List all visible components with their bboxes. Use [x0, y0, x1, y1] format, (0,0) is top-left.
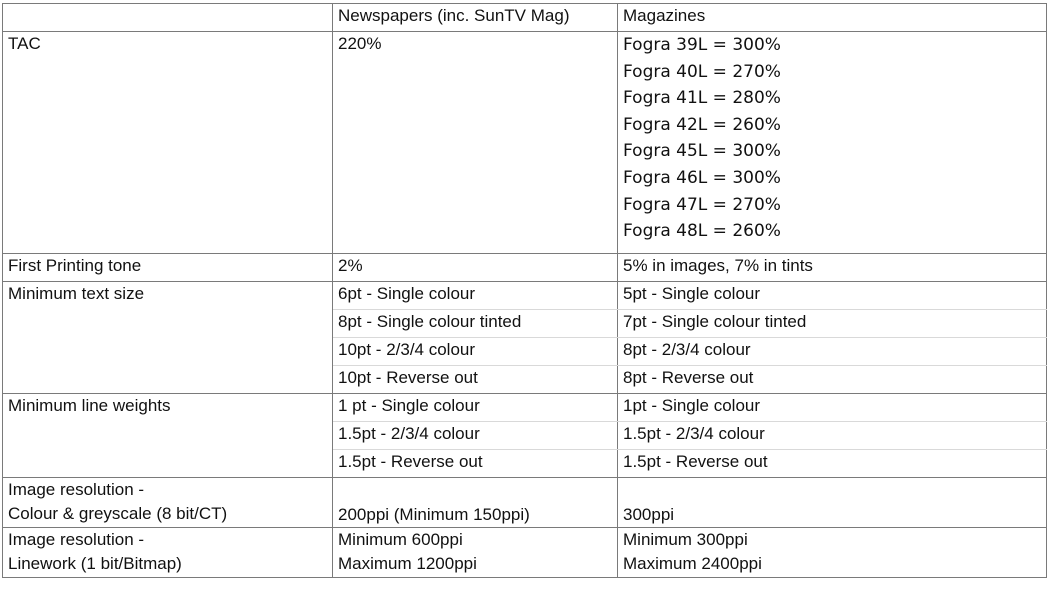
min-line-weights-magazines: 1pt - Single colour: [618, 394, 1047, 422]
min-text-size-magazines: 8pt - 2/3/4 colour: [618, 338, 1047, 366]
image-res-colour-magazines: 300ppi: [618, 478, 1047, 528]
tac-newspapers-value: 220%: [333, 32, 618, 254]
min-line-weights-label: Minimum line weights: [3, 394, 333, 478]
image-res-linework-newspapers: [333, 528, 618, 578]
image-res-linework-label: [3, 528, 333, 578]
first-printing-tone-row: [3, 254, 1047, 282]
min-line-weights-newspapers: 1.5pt - 2/3/4 colour: [333, 422, 618, 450]
min-text-size-newspapers: 10pt - 2/3/4 colour: [333, 338, 618, 366]
min-line-weights-row: [3, 394, 1047, 422]
image-res-linework-row: [3, 528, 1047, 578]
header-row: [3, 4, 1047, 32]
image-res-colour-label-line1: Image resolution -: [8, 480, 145, 499]
tac-label: TAC: [3, 32, 333, 254]
image-res-colour-newspapers: 200ppi (Minimum 150ppi): [333, 478, 618, 528]
first-printing-tone-newspapers: 2%: [333, 254, 618, 282]
min-text-size-row: [3, 282, 1047, 310]
image-res-linework-magazines: [618, 528, 1047, 578]
fogra-item: Fogra 39L = 300%: [623, 35, 781, 55]
image-res-colour-label: [3, 478, 333, 528]
image-res-colour-row: [3, 478, 1047, 528]
fogra-item: Fogra 48L = 260%: [623, 221, 781, 242]
print-specs-table: [2, 3, 1047, 578]
min-line-weights-newspapers: 1.5pt - Reverse out: [333, 450, 618, 478]
min-text-size-label: Minimum text size: [3, 282, 333, 394]
fogra-item: Fogra 46L = 300%: [623, 167, 781, 188]
min-text-size-magazines: 5pt - Single colour: [618, 282, 1047, 310]
image-res-linework-label-line1: Image resolution -: [8, 530, 145, 549]
min-text-size-magazines: 7pt - Single colour tinted: [618, 310, 1047, 338]
min-line-weights-newspapers: 1 pt - Single colour: [333, 394, 618, 422]
header-cell-empty: [3, 4, 333, 32]
first-printing-tone-magazines: 5% in images, 7% in tints: [618, 254, 1047, 282]
tac-row: [3, 32, 1047, 254]
image-res-colour-label-line2: Colour & greyscale (8 bit/CT): [8, 504, 228, 523]
fogra-item: Fogra 41L = 280%: [623, 88, 781, 109]
min-line-weights-magazines: 1.5pt - 2/3/4 colour: [618, 422, 1047, 450]
min-text-size-newspapers: 10pt - Reverse out: [333, 366, 618, 394]
min-text-size-magazines: 8pt - Reverse out: [618, 366, 1047, 394]
fogra-item: Fogra 47L = 270%: [623, 194, 781, 215]
image-res-linework-newspapers-min: Minimum 600ppi: [338, 530, 463, 549]
min-line-weights-magazines: 1.5pt - Reverse out: [618, 450, 1047, 478]
fogra-item: Fogra 45L = 300%: [623, 141, 781, 162]
image-res-linework-label-line2: Linework (1 bit/Bitmap): [8, 554, 182, 573]
image-res-linework-newspapers-max: Maximum 1200ppi: [338, 554, 477, 573]
fogra-item: Fogra 42L = 260%: [623, 114, 781, 135]
tac-magazines-list: [618, 32, 1047, 254]
min-text-size-newspapers: 8pt - Single colour tinted: [333, 310, 618, 338]
first-printing-tone-label: First Printing tone: [3, 254, 333, 282]
header-newspapers: Newspapers (inc. SunTV Mag): [333, 4, 618, 32]
header-magazines: Magazines: [618, 4, 1047, 32]
image-res-linework-magazines-min: Minimum 300ppi: [623, 530, 748, 549]
min-text-size-newspapers: 6pt - Single colour: [333, 282, 618, 310]
fogra-item: Fogra 40L = 270%: [623, 61, 781, 82]
image-res-linework-magazines-max: Maximum 2400ppi: [623, 554, 762, 573]
